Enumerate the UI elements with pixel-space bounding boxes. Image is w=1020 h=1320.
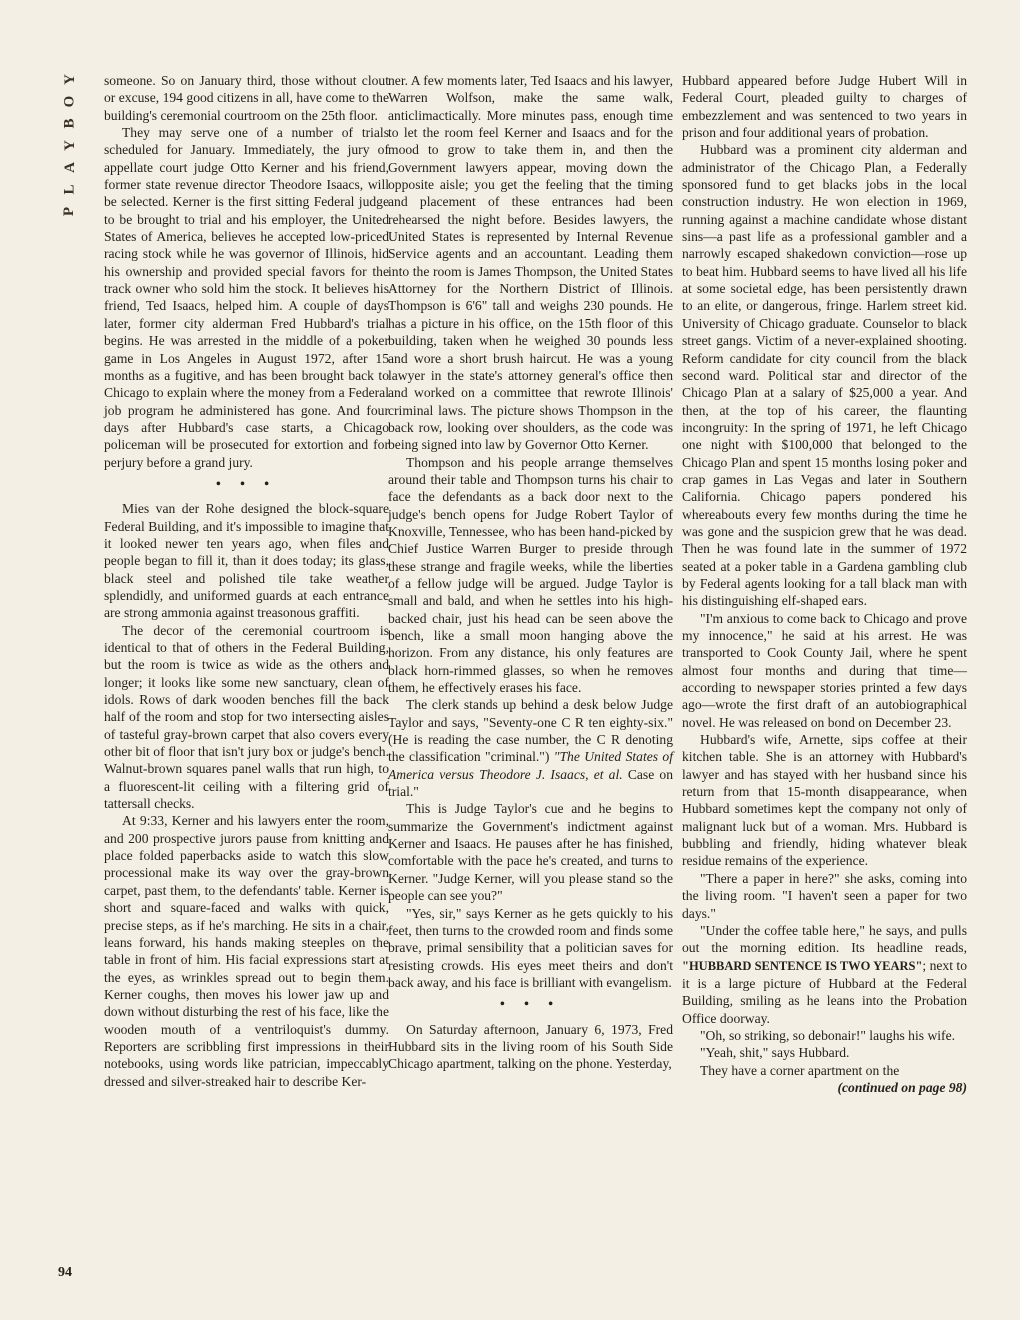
masthead-letter: B xyxy=(61,118,78,129)
continued-note: (continued on page 98) xyxy=(837,1079,967,1095)
paragraph: someone. So on January third, those without clout or excuse, 194 good citizens in all, have come to the building's ceremonial courtroom on the 25th floor. xyxy=(104,73,389,123)
masthead-letter: A xyxy=(61,162,78,173)
paragraph: "There a paper in here?" she asks, coming into the living room. "I haven't seen a paper for two days." xyxy=(682,870,967,921)
paragraph: Hubbard's wife, Arnette, sips coffee at their kitchen table. She is an attorney with Hubbard's lawyer and has stayed with her husband since his return from that 15-month disappearance, when Hubbard sometimes kept the company not only of malignant luck but of a woman. Mrs. Hubbard is bubbling and friendly, hiding whatever bleak residue remains of the experience. xyxy=(682,732,967,869)
paragraph: They may serve one of a number of trials scheduled for January. Immediately, the jury of appellate court judge Otto Kerner and his friend, former state revenue director Theodore Isaacs, will be selected. Kerner is the first sitting Federal judge to be brought to trial and his employer, the United States of America, believes he accepted low-priced racing stock while he was governor of Illinois, hid his ownership and provided special favors for the track owner who sold him the stock. It believes his friend, Ted Isaacs, helped him. A couple of days later, former city alderman Fred Hubbard's trial begins. He was arrested in the middle of a poker game in Los Angeles in August 1972, after 15 months as a fugitive, and has been brought back to Chicago to explain where the money from a Federal job program he administered has gone. And four days after Hubbard's case starts, a Chicago policeman will be prosecuted for extortion and for perjury before a grand jury. xyxy=(104,125,389,470)
italic-case-title: "The United States of America versus Theodore J. Isaacs, et al. xyxy=(388,749,673,782)
headline-quote: "HUBBARD SENTENCE IS TWO YEARS" xyxy=(682,958,923,973)
paragraph: "Yeah, shit," says Hubbard. xyxy=(700,1045,850,1061)
paragraph xyxy=(388,696,673,800)
text-run: ; next to it is a large picture of Hubbard at the Federal Building, smiling as he leans into the Probation Office doorway. xyxy=(682,957,967,1026)
masthead-letter: P xyxy=(61,206,78,217)
paragraph: This is Judge Taylor's cue and he begins to summarize the Government's indictment against Kerner and Isaacs. He pauses after he has finished, comfortable with the pace he's created, and turns to Kerner. "Judge Kerner, will you please stand so the people can see you?" xyxy=(388,801,673,904)
section-separator: • • • xyxy=(215,475,278,491)
text-run: The clerk stands up behind a desk below Judge Taylor and says, "Seventy-one C R ten eighty-six." (He is reading the case number, the C R denoting the classification "criminal.") xyxy=(388,697,673,765)
paragraph: Mies van der Rohe designed the block-square Federal Building, and it's impossible to imagine that it looked newer ten years ago, when files and people began to fill it, than it does today; its glass, black steel and polished tile take weather splendidly, and uniformed guards at each entrance are strong ammonia against treasonous graffiti. xyxy=(104,501,389,621)
masthead-letter: Y xyxy=(61,74,78,85)
article-column-3 xyxy=(682,72,967,1096)
paragraph: On Saturday afternoon, January 6, 1973, Fred Hubbard sits in the living room of his South Side Chicago apartment, talking on the phone. Yesterday, xyxy=(388,1021,673,1072)
paragraph: Thompson and his people arrange themselves around their table and Thompson turns his chair to face the defendants as a back door next to the judge's bench opens for Judge Robert Taylor of Knoxville, Tennessee, who has been hand-picked by Chief Justice Warren Burger to preside through these strange and fragile weeks, while the liberties of a fellow judge will be argued. Judge Taylor is small and bald, and when he settles into his high-backed chair, just his head can be seen above the bench, like a small moon hanging above the horizon. From any distance, his only features are black horn-rimmed glasses, so when he removes them, he effectively erases his face. xyxy=(388,454,673,696)
text-run: Case on trial." xyxy=(388,766,673,800)
paragraph: At 9:33, Kerner and his lawyers enter the room, and 200 prospective jurors pause from knitting and place folded paperbacks aside to watch this slow processional make its way over the gray-brown carpet, past them, to the defendants' table. Kerner is short and square-faced and walks with quick, precise steps, as if he's marching. He sits in a chair, leans forward, his hands making steeples on the table in front of him. His facial expressions start at the eyes, as wrinkles spread out to begin them. Kerner coughs, then moves his lower jaw up and down without disturbing the rest of his face, like the wooden mouth of a ventriloquist's dummy. Reporters are scribbling first impressions in their notebooks, using words like patrician, impeccably dressed and silver-streaked hair to describe Ker- xyxy=(104,813,389,1089)
paragraph: They have a corner apartment on the xyxy=(700,1062,900,1078)
article-column-2 xyxy=(388,72,673,1073)
paragraph: The decor of the ceremonial courtroom is identical to that of others in the Federal Building, but the room is twice as wide as the others and longer; it looks like some new sanctuary, clean of idols. Rows of dark wooden benches fill the back half of the room and stop for two intersecting aisles of tasteful gray-brown carpet that also covers every other bit of floor that isn't jury box or judge's bench. Walnut-brown squares panel walls that run high, to a fluorescent-lit ceiling with a filtering grid of tattersall checks. xyxy=(104,622,389,812)
text-run: "Under the coffee table here," he says, and pulls out the morning edition. Its headline reads, xyxy=(682,922,967,956)
paragraph: "Yes, sir," says Kerner as he gets quickly to his feet, then turns to the crowded room and finds some brave, primal sensibility that a politician saves for resisting crowds. His eyes meet theirs and don't back away, and his face is brilliant with evangelism. xyxy=(388,905,673,990)
section-separator: • • • xyxy=(499,996,562,1012)
paragraph: Hubbard was a prominent city alderman and administrator of the Chicago Plan, a Federally sponsored fund to get blacks jobs in the local construction industry. He won election in 1969, running against a machine candidate whose distant sins—a past life as a professional gambler and a narrowly escaped shakedown conviction—rose up to beat him. Hubbard seems to have lived all his life at some societal edge, has been persistently drawn to an elite, or dangerous, fringe. Harlem street kid. University of Chicago graduate. Counselor to black street gangs. Victim of a never-explained shooting. Reform candidate for city council from the black second ward. Political star and director of the Chicago Plan at a salary of $25,000 a year. And then, at the top of his career, the flaunting incongruity: In the spring of 1971, he left Chicago one night with $100,000 that belonged to the Chicago Plan and spent 15 months losing poker and crap games in Las Vegas and later in Southern California. Chicago papers pondered his whereabouts every few months during the time he was gone and the suspicion grew that he was dead. Then he was found late in the summer of 1972 seated at a poker table in a Gardena gambling club by Federal agents looking for a tall black man with his distinguishing elf-shaped ears. xyxy=(682,142,967,609)
article-column-1 xyxy=(104,72,389,1090)
paragraph: Hubbard appeared before Judge Hubert Will in Federal Court, pleaded guilty to charges of embezzlement and was sentenced to two years in prison and four additional years of probation. xyxy=(682,73,967,141)
paragraph: "I'm anxious to come back to Chicago and prove my innocence," he said at his arrest. He was transported to Cook County Jail, where he spent almost four months and during that time—according to newspaper stories printed a few days ago—wrote the first draft of an autobiographical novel. He was released on bond on December 23. xyxy=(682,610,967,730)
page-number: 94 xyxy=(58,1265,72,1280)
paragraph: "Oh, so striking, so debonair!" laughs his wife. xyxy=(700,1027,956,1043)
paragraph: ner. A few moments later, Ted Isaacs and his lawyer, Warren Wolfson, make the same walk, anticlimactically. More minutes pass, enough time to let the room feel Kerner and Isaacs and for the mood to grow to take them in, and then the Government lawyers appear, moving down the opposite aisle; you get the feeling that the timing and placement of these entrances had been rehearsed the night before. Besides lawyers, the United States is represented by Internal Revenue Service agents and an accountant. Leading them into the room is James Thompson, the United States Attorney for the Northern District of Illinois. Thompson is 6'6" tall and weighs 230 pounds. He has a picture in his office, on the 15th floor of this building, taken when he weighed 30 pounds less and wore a short brush haircut. He was a young lawyer in the state's attorney general's office then and worked on a committee that rewrote Illinois' criminal laws. The picture shows Thompson in the back row, looking over shoulders, as the code was being signed into law by Governor Otto Kerner. xyxy=(388,73,673,453)
masthead-letter: O xyxy=(61,95,78,108)
paragraph xyxy=(682,922,967,1027)
masthead xyxy=(58,72,82,226)
masthead-letter: Y xyxy=(61,140,78,151)
masthead-letter: L xyxy=(61,184,78,195)
